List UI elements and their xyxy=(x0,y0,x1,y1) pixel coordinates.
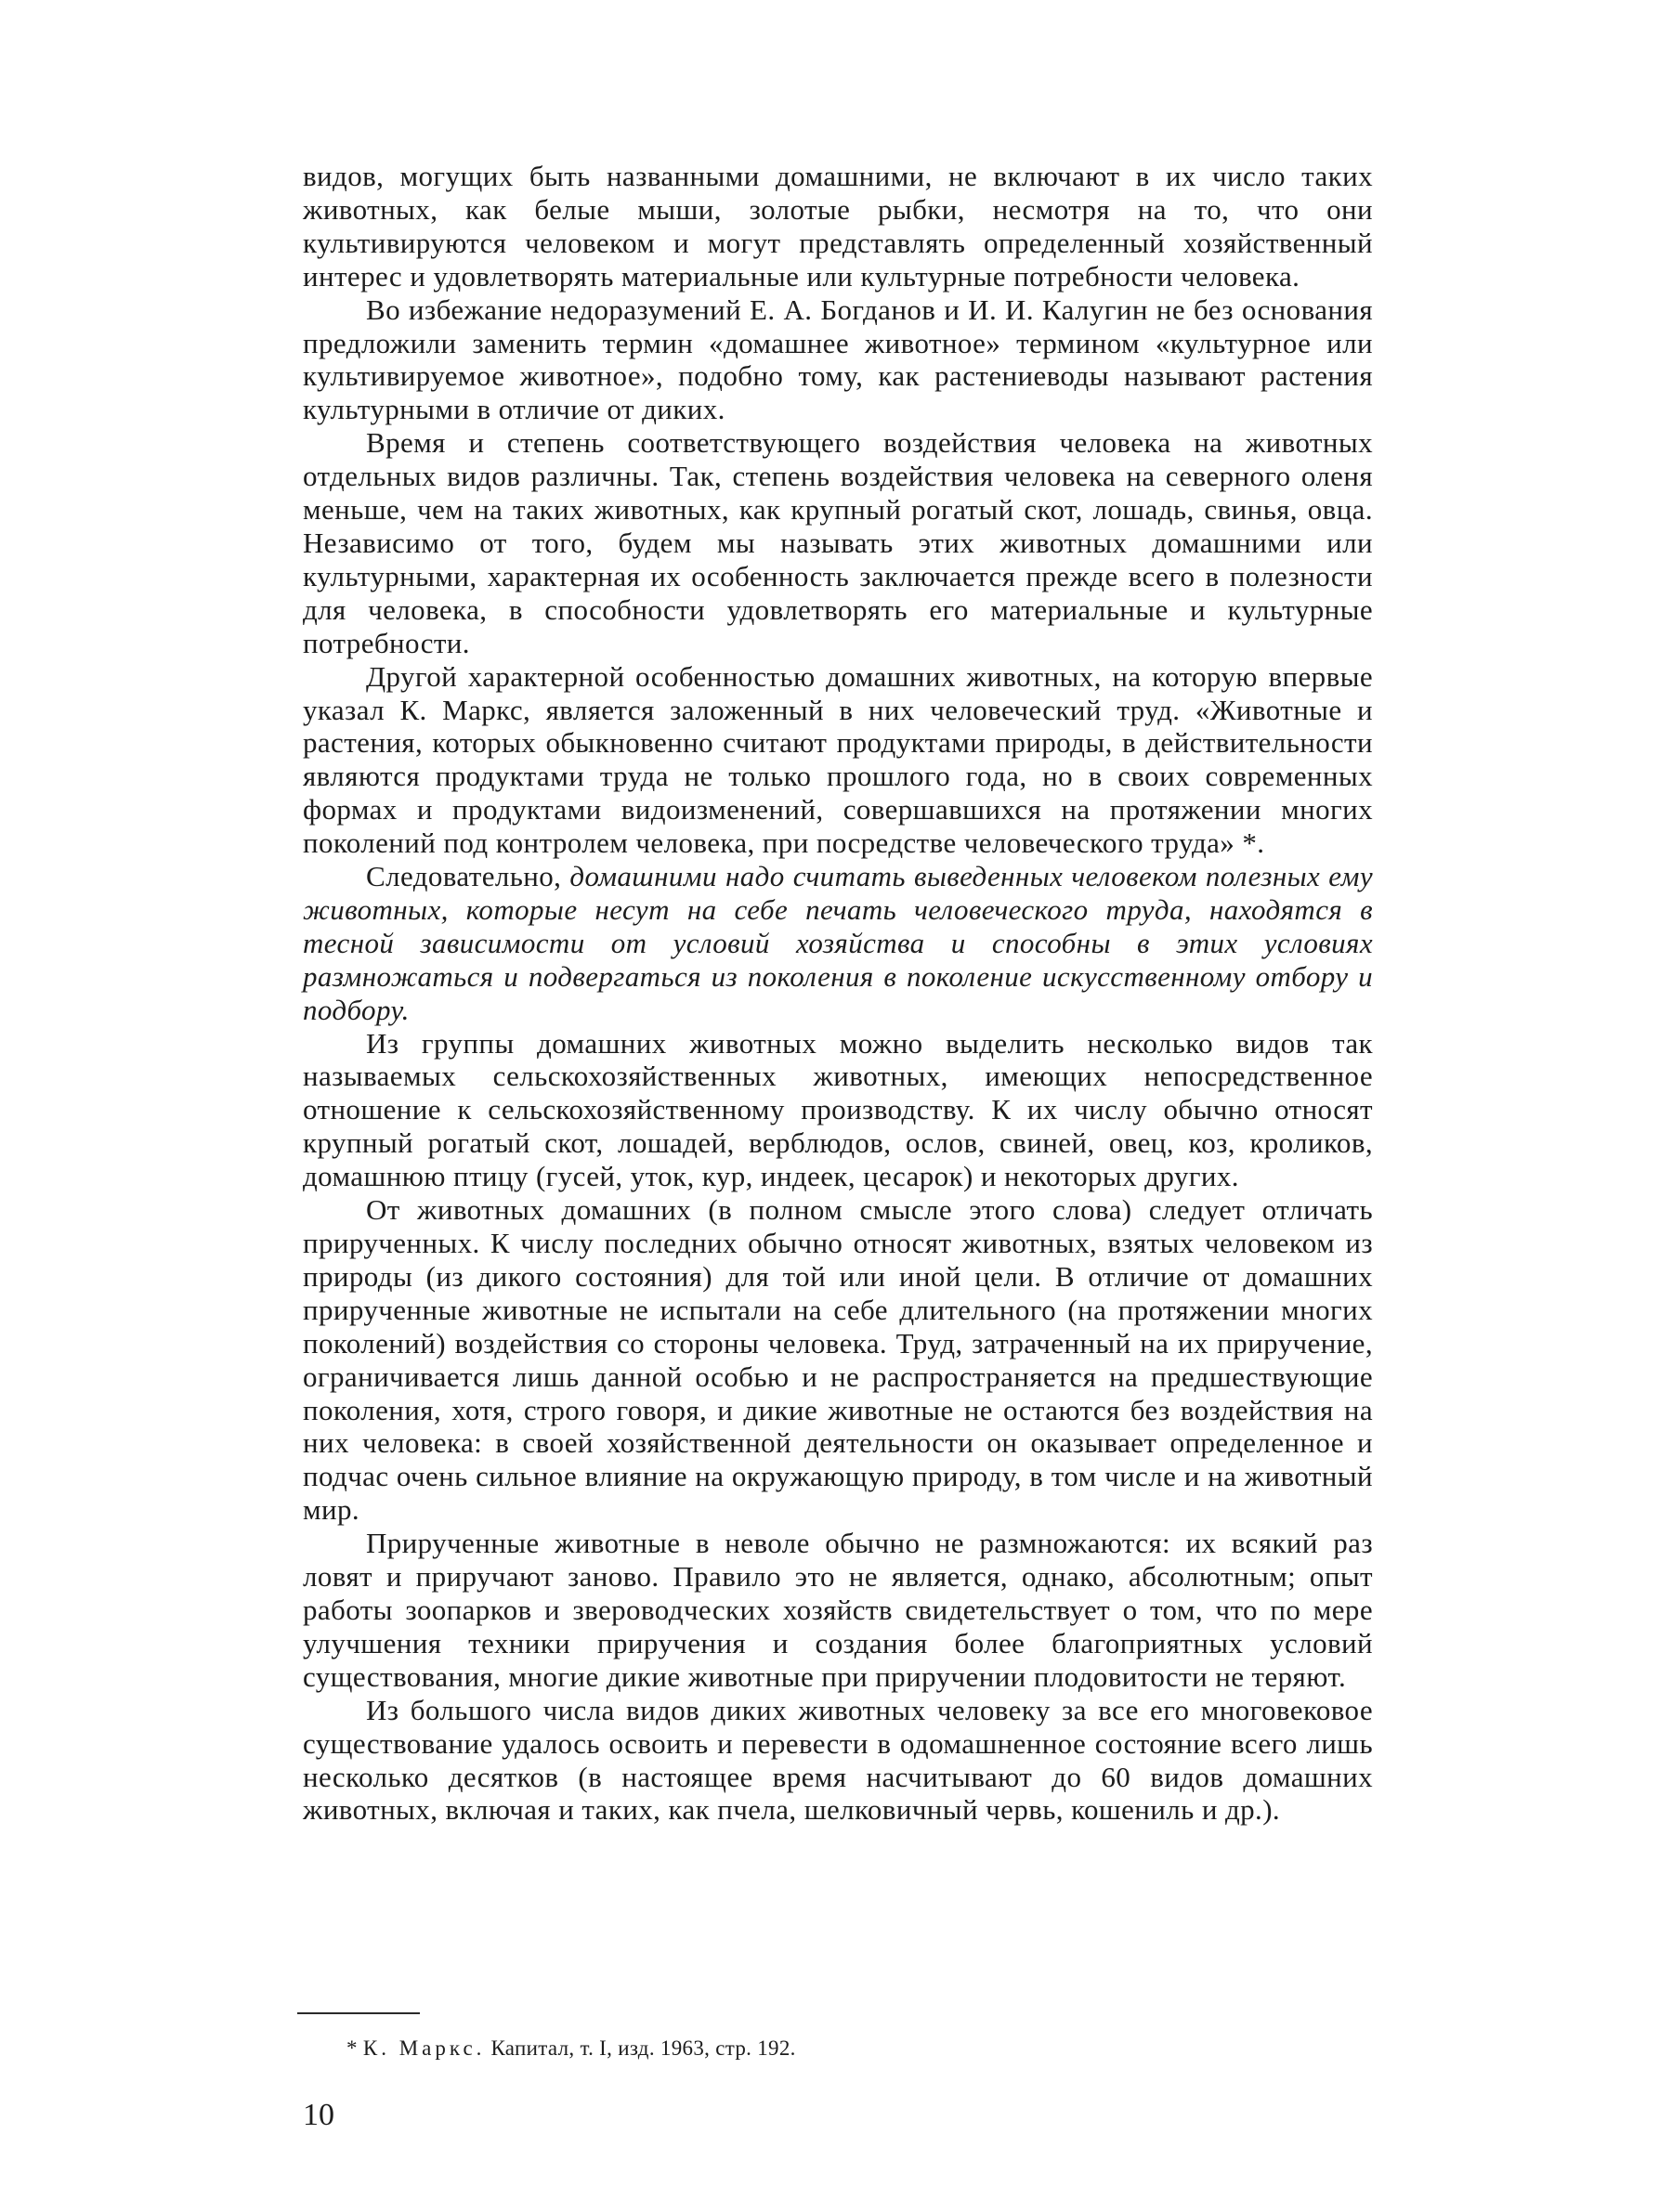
footnote-author: К. Маркс. xyxy=(362,2036,486,2060)
paragraph-5-definition xyxy=(303,860,1373,1027)
footnote-citation: Капитал, т. I, изд. 1963, стр. 192. xyxy=(485,2036,796,2060)
footnote-marker: * xyxy=(346,2036,363,2060)
paragraph-6: Из группы домашних животных можно выделить несколько видов так называемых сельскохозяйственных животных, имеющих непосредственное отношение к сельскохозяйственному производству. К их числу обычно относят крупный рогатый скот, лошадей, верблюдов, ослов, свиней, овец, коз, кроликов, домашнюю птицу (гусей, уток, кур, индеек, цесарок) и некоторых других. xyxy=(303,1026,1373,1193)
paragraph-9: Из большого числа видов диких животных человеку за все его многовековое существование удалось освоить и перевести в одомашненное состояние всего лишь несколько десятков (в настоящее время насчитывают до 60 видов домашних животных, включая и таких, как пчела, шелковичный червь, кошениль и др.). xyxy=(303,1693,1373,1827)
paragraph-8: Прирученные животные в неволе обычно не размножаются: их всякий раз ловят и приручают заново. Правило это не является, однако, абсолютным; опыт работы зоопарков и звероводческих хозяйств свидетельствует о том, что по мере улучшения техники приручения и создания более благоприятных условий существования, многие дикие животные при приручении плодовитости не теряют. xyxy=(303,1527,1373,1693)
footnote-divider xyxy=(297,2012,420,2014)
paragraph-7: От животных домашних (в полном смысле этого слова) следует отличать прирученных. К числу последних обычно относят животных, взятых человеком из природы (из дикого состояния) для той или иной цели. В отличие от домашних прирученные животные не испытали на себе длительного (на протяжении многих поколений) воздействия со стороны человека. Труд, затраченный на их приручение, ограничивается лишь данной особью и не распространяется на предшествующие поколения, хотя, строго говоря, и дикие животные не остаются без воздействия на них человека: в своей хозяйственной деятельности он оказывает определенное и подчас очень сильное влияние на окружающую природу, в том числе и на животный мир. xyxy=(303,1193,1373,1527)
paragraph-3: Время и степень соответствующего воздействия человека на животных отдельных видов различны. Так, степень воздействия человека на северного оленя меньше, чем на таких животных, как крупный рогатый скот, лошадь, свинья, овца. Независимо от того, будем мы называть этих животных домашними или культурными, характерная их особенность заключается прежде всего в полезности для человека, в способности удовлетворять его материальные и культурные потребности. xyxy=(303,426,1373,659)
definition-emphasis: домашними надо считать выведенных человеком полезных ему животных, которые несут на себе печать человеческого труда, находятся в тесной зависимости от условий хозяйства и способны в этих условиях размножаться и подвергаться из поколения в поколение искусственному отбору и подбору. xyxy=(303,860,1373,1026)
paragraph-2: Во избежание недоразумений Е. А. Богданов и И. И. Калугин не без основания предложили заменить термин «домашнее животное» термином «культурное или культивируемое животное», подобно тому, как растениеводы называют растения культурными в отличие от диких. xyxy=(303,293,1373,426)
paragraph-5-lead: Следовательно, xyxy=(366,860,570,893)
footnote xyxy=(346,2035,796,2062)
paragraph-4: Другой характерной особенностью домашних животных, на которую впервые указал К. Маркс, является заложенный в них человеческий труд. «Животные и растения, которых обыкновенно считают продуктами природы, в действительности являются продуктами труда не только прошлого года, но в своих современных формах и продуктами видоизменений, совершавшихся на протяжении многих поколений под контролем человека, при посредстве человеческого труда» *. xyxy=(303,659,1373,860)
body-text xyxy=(303,160,1373,1827)
page-number: 10 xyxy=(303,2098,334,2132)
paragraph-1: видов, могущих быть названными домашними, не включают в их число таких животных, как белые мыши, золотые рыбки, несмотря на то, что они культивируются человеком и могут представлять определенный хозяйственный интерес и удовлетворять материальные или культурные потребности человека. xyxy=(303,160,1373,293)
